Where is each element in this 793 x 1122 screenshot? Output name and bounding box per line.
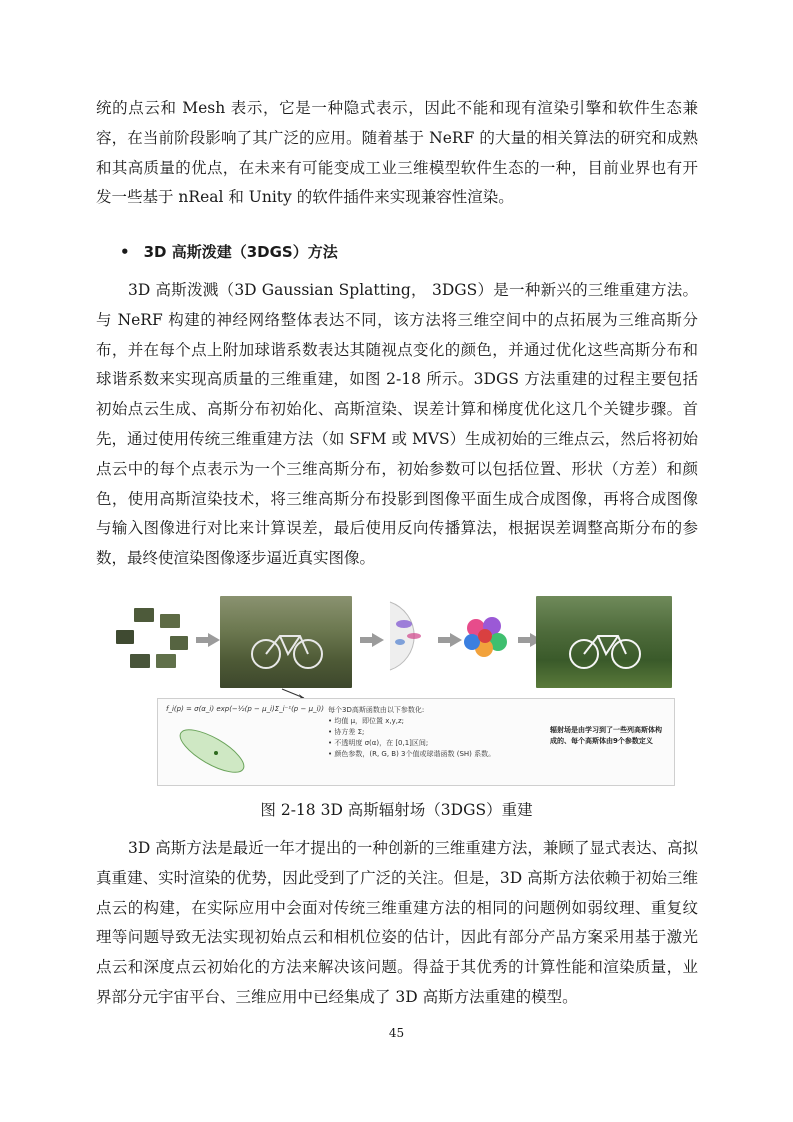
param-item: • 不透明度 σ(α)，在 [0,1]区间; [328,739,429,747]
params-header: 每个3D高斯函数由以下参数化: [328,706,425,714]
param-item: • 协方差 Σ; [328,728,365,736]
figure-note: 辐射场是由学习到了一些列高斯体构成的、每个高斯体由9个参数定义 [550,726,662,745]
paragraph-3-text: 3D 高斯方法是最近一年才提出的一种创新的三维重建方法，兼顾了显式表达、高拟真重建、实时渲染的优势，因此受到了广泛的关注。但是，3D 高斯方法依赖于初始三维点云的构建，在实际应用中会面对传统三维重建方法的相同的问题例如弱纹理、重复纹理等问题导致无法实现初始点云和相机位姿的估计，因此有部分产品方案采用基于激光点云和深度点云初始化的方法来解决该问题。得益于其优秀的计算性能和渲染质量，业界部分元宇宙平台、三维应用中已经集成了 3D 高斯方法重建的模型。 [96,839,698,1006]
bullet-marker: • [120,243,130,261]
section-heading [120,241,338,262]
bicycle-icon [220,596,352,688]
bicycle-icon [536,596,672,688]
rendered-image [536,596,672,688]
point-cloud-image [220,596,352,688]
figure-3dgs-pipeline [110,588,690,790]
formula-panel [157,698,675,786]
gaussian-blobs-image [460,612,510,662]
section-heading-title: 3D 高斯泼建（3DGS）方法 [143,243,338,261]
paragraph-2 [96,276,698,574]
gaussian-sphere-image [380,598,440,674]
paragraph-2-text: 3D 高斯泼溅（3D Gaussian Splatting， 3DGS）是一种新兴的三维重建方法。与 NeRF 构建的神经网络整体表达不同，该方法将三维空间中的点拓展为三维高斯分布，并在每个点上附加球谐系数表达其随视点变化的颜色，并通过优化这些高斯分布和球谐系数来实现高质量的三维重建，如图 2-18 所示。3DGS 方法重建的过程主要包括初始点云生成、高斯分布初始化、高斯渲染、误差计算和梯度优化这几个关键步骤。首先，通过使用传统三维重建方法（如 SFM 或 MVS）生成初始的三维点云，然后将初始点云中的每个点表示为一个三维高斯分布，初始参数可以包括位置、形状（方差）和颜色，使用高斯渲染技术，将三维高斯分布投影到图像平面生成合成图像，再将合成图像与输入图像进行对比来计算误差，最后使用反向传播算法，根据误差调整高斯分布的参数，最终使渲染图像逐步逼近真实图像。 [96,281,698,568]
input-views [116,608,188,672]
param-item: • 颜色参数，(R, G, B) 3个值或球谐函数 (SH) 系数。 [328,750,496,758]
figure-caption: 图 2-18 3D 高斯辐射场（3DGS）重建 [260,801,533,819]
arrow-icon [208,633,220,647]
paragraph-3 [96,834,698,1013]
page-number: 45 [388,1026,405,1040]
paragraph-1: 统的点云和 Mesh 表示，它是一种隐式表示，因此不能和现有渲染引擎和软件生态兼容，在当前阶段影响了其广泛的应用。随着基于 NeRF 的大量的相关算法的研究和成熟和其高质量的优点，在未来有可能变成工业三维模型软件生态的一种，目前业界也有开发一些基于 nReal 和 Unity 的软件插件来实现兼容性渲染。 [96,99,698,207]
ellipse-icon [172,725,252,777]
param-item: • 均值 μ，即位置 x,y,z; [328,717,405,725]
gaussian-formula: f_i(p) = σ(α_i) exp(−½(p − μ_i)Σ_i⁻¹(p − μ_i)) [166,705,324,713]
